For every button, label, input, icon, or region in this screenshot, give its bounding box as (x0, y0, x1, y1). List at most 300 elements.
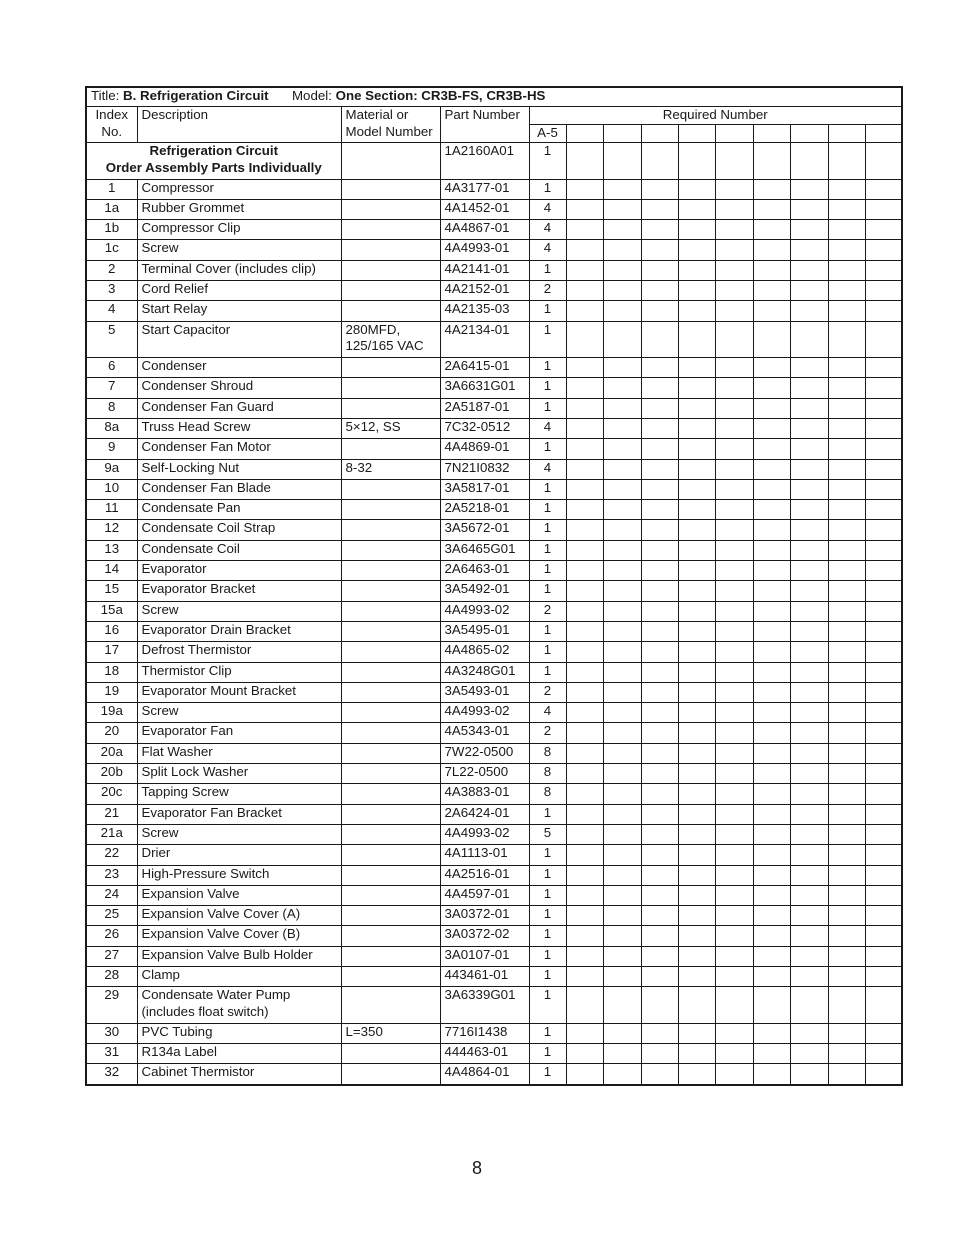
required-cell (603, 682, 641, 702)
required-cell (790, 540, 828, 560)
required-cell (753, 682, 790, 702)
index-cell: 20b (86, 764, 137, 784)
required-cell (828, 179, 865, 199)
description-cell: Condenser Fan Blade (137, 479, 341, 499)
required-cell (641, 682, 678, 702)
description-cell: R134a Label (137, 1044, 341, 1064)
required-cell (865, 885, 902, 905)
title-label: Title: (91, 88, 120, 103)
required-cell (641, 301, 678, 321)
part-number-cell: 7716I1438 (440, 1023, 529, 1043)
required-cell (715, 358, 753, 378)
material-cell (341, 1064, 440, 1085)
required-cell (828, 540, 865, 560)
required-cell (865, 824, 902, 844)
qty-cell: 1 (529, 561, 566, 581)
part-number-cell: 3A5817-01 (440, 479, 529, 499)
required-cell (790, 378, 828, 398)
required-cell (790, 220, 828, 240)
required-cell (753, 723, 790, 743)
part-number-cell: 7W22-0500 (440, 743, 529, 763)
required-cell (790, 1023, 828, 1043)
part-number-cell: 3A0372-02 (440, 926, 529, 946)
required-cell (753, 1064, 790, 1085)
required-cell (828, 321, 865, 358)
material-cell (341, 301, 440, 321)
required-cell (753, 845, 790, 865)
table-row (86, 199, 902, 219)
required-cell (641, 378, 678, 398)
required-cell (715, 500, 753, 520)
index-cell: 15 (86, 581, 137, 601)
required-cell (603, 260, 641, 280)
material-cell (341, 845, 440, 865)
required-cell (753, 703, 790, 723)
part-number-cell: 4A2135-03 (440, 301, 529, 321)
material-cell (341, 987, 440, 1024)
part-number-cell: 4A1452-01 (440, 199, 529, 219)
description-cell: Screw (137, 601, 341, 621)
required-cell (828, 581, 865, 601)
required-cell (753, 764, 790, 784)
required-cell (790, 439, 828, 459)
material-cell (341, 220, 440, 240)
required-cell (828, 601, 865, 621)
required-cell (603, 500, 641, 520)
description-cell (137, 987, 341, 1024)
required-cell (828, 966, 865, 986)
qty-cell: 4 (529, 418, 566, 438)
description-cell: Condenser (137, 358, 341, 378)
table-row (86, 865, 902, 885)
title-value: B. Refrigeration Circuit (123, 88, 269, 103)
required-cell (678, 561, 715, 581)
required-cell (566, 1044, 603, 1064)
material-cell (341, 885, 440, 905)
required-cell (678, 1023, 715, 1043)
required-cell (790, 885, 828, 905)
required-cell (828, 885, 865, 905)
required-cell (790, 642, 828, 662)
material-cell (341, 824, 440, 844)
required-cell (715, 987, 753, 1024)
required-cell (865, 966, 902, 986)
part-number-cell: 2A6424-01 (440, 804, 529, 824)
required-cell (678, 987, 715, 1024)
required-cell (678, 784, 715, 804)
table-row (86, 966, 902, 986)
required-cell (678, 1064, 715, 1085)
material-cell (341, 581, 440, 601)
required-cell (715, 439, 753, 459)
part-number-cell: 4A2516-01 (440, 865, 529, 885)
required-cell (678, 764, 715, 784)
required-cell (828, 824, 865, 844)
required-cell (753, 240, 790, 260)
material-cell (341, 642, 440, 662)
required-cell (603, 784, 641, 804)
required-cell (828, 764, 865, 784)
material-cell (341, 723, 440, 743)
part-number-cell: 4A4993-02 (440, 824, 529, 844)
header-part-number: Part Number (440, 107, 529, 143)
part-number-cell: 2A5218-01 (440, 500, 529, 520)
required-cell (790, 682, 828, 702)
required-cell (865, 703, 902, 723)
required-cell (566, 179, 603, 199)
required-cell (753, 804, 790, 824)
required-cell (828, 459, 865, 479)
material-cell (341, 865, 440, 885)
qty-cell: 1 (529, 987, 566, 1024)
required-cell (678, 743, 715, 763)
part-number-cell: 2A6463-01 (440, 561, 529, 581)
required-cell (641, 784, 678, 804)
index-cell: 7 (86, 378, 137, 398)
table-row (86, 280, 902, 300)
table-row (86, 662, 902, 682)
index-cell: 25 (86, 906, 137, 926)
required-cell (603, 301, 641, 321)
header-row-1 (86, 107, 902, 125)
part-number-cell: 2A6415-01 (440, 358, 529, 378)
index-cell: 20c (86, 784, 137, 804)
required-cell (603, 642, 641, 662)
material-cell (341, 520, 440, 540)
material-cell (341, 280, 440, 300)
qty-cell: 1 (529, 500, 566, 520)
required-cell (566, 520, 603, 540)
required-cell (828, 1044, 865, 1064)
required-cell (566, 743, 603, 763)
table-row (86, 439, 902, 459)
required-cell (566, 240, 603, 260)
required-cell (678, 926, 715, 946)
index-cell: 14 (86, 561, 137, 581)
required-cell (715, 1064, 753, 1085)
required-cell (641, 459, 678, 479)
qty-cell: 1 (529, 885, 566, 905)
required-cell (865, 179, 902, 199)
required-cell (715, 520, 753, 540)
required-cell (603, 179, 641, 199)
table-row (86, 500, 902, 520)
part-number-cell: 7L22-0500 (440, 764, 529, 784)
part-number-cell: 4A2152-01 (440, 280, 529, 300)
required-cell (566, 845, 603, 865)
required-cell (790, 301, 828, 321)
description-cell: Condenser Fan Motor (137, 439, 341, 459)
index-cell: 28 (86, 966, 137, 986)
model-label: Model: (291, 88, 332, 103)
required-cell (641, 662, 678, 682)
table-row (86, 743, 902, 763)
material-cell (341, 926, 440, 946)
required-cell (715, 784, 753, 804)
required-cell (603, 439, 641, 459)
part-number-cell: 3A6631G01 (440, 378, 529, 398)
qty-cell: 1 (529, 479, 566, 499)
qty-cell: 1 (529, 581, 566, 601)
table-row (86, 926, 902, 946)
part-number-cell: 4A2141-01 (440, 260, 529, 280)
required-cell (641, 439, 678, 459)
part-number-cell: 4A5343-01 (440, 723, 529, 743)
required-cell (566, 199, 603, 219)
required-cell (865, 479, 902, 499)
description-cell: Cord Relief (137, 280, 341, 300)
qty-cell: 1 (529, 845, 566, 865)
material-cell (341, 540, 440, 560)
description-cell: Condenser Shroud (137, 378, 341, 398)
part-number-cell: 3A5495-01 (440, 621, 529, 641)
required-cell (715, 479, 753, 499)
index-cell: 16 (86, 621, 137, 641)
table-row (86, 378, 902, 398)
required-cell (678, 398, 715, 418)
index-cell: 1c (86, 240, 137, 260)
required-cell (641, 398, 678, 418)
required-cell (715, 220, 753, 240)
required-cell (865, 561, 902, 581)
header-index (86, 107, 137, 143)
required-cell (790, 845, 828, 865)
required-cell (566, 865, 603, 885)
material-cell (341, 439, 440, 459)
description-cell: Split Lock Washer (137, 764, 341, 784)
required-cell (603, 621, 641, 641)
index-cell: 20 (86, 723, 137, 743)
material-cell (341, 703, 440, 723)
index-cell: 11 (86, 500, 137, 520)
part-number-cell: 4A3177-01 (440, 179, 529, 199)
required-cell (641, 824, 678, 844)
index-cell: 1a (86, 199, 137, 219)
required-cell (641, 865, 678, 885)
required-cell (790, 358, 828, 378)
required-cell (828, 260, 865, 280)
material-cell (341, 260, 440, 280)
required-cell (828, 358, 865, 378)
header-a5: A-5 (529, 125, 566, 143)
required-cell (828, 703, 865, 723)
required-cell (753, 439, 790, 459)
required-cell (603, 581, 641, 601)
required-cell (641, 885, 678, 905)
required-cell (790, 865, 828, 885)
qty-cell: 8 (529, 784, 566, 804)
required-cell (753, 885, 790, 905)
index-cell: 23 (86, 865, 137, 885)
table-row (86, 1064, 902, 1085)
qty-cell: 1 (529, 804, 566, 824)
required-cell (753, 378, 790, 398)
table-row (86, 824, 902, 844)
required-cell (790, 621, 828, 641)
table-row (86, 987, 902, 1024)
required-cell (566, 301, 603, 321)
required-cell (753, 260, 790, 280)
material-cell: L=350 (341, 1023, 440, 1043)
required-cell (603, 601, 641, 621)
assembly-line1: Refrigeration Circuit (149, 143, 279, 158)
description-cell: Screw (137, 824, 341, 844)
required-cell (678, 601, 715, 621)
required-cell (790, 662, 828, 682)
required-cell (678, 540, 715, 560)
required-cell (566, 1023, 603, 1043)
qty-cell: 1 (529, 540, 566, 560)
required-cell (603, 1023, 641, 1043)
required-cell (603, 1044, 641, 1064)
required-cell (603, 966, 641, 986)
table-row (86, 358, 902, 378)
index-cell: 18 (86, 662, 137, 682)
required-cell (865, 439, 902, 459)
material-cell (341, 784, 440, 804)
qty-cell: 4 (529, 240, 566, 260)
required-cell (790, 926, 828, 946)
material-cell: 8-32 (341, 459, 440, 479)
required-cell (828, 865, 865, 885)
required-cell (828, 926, 865, 946)
required-cell (678, 179, 715, 199)
description-cell: Expansion Valve (137, 885, 341, 905)
material-cell (341, 398, 440, 418)
qty-cell: 8 (529, 764, 566, 784)
required-cell (865, 260, 902, 280)
required-cell (790, 500, 828, 520)
description-cell: Evaporator (137, 561, 341, 581)
required-cell (603, 540, 641, 560)
required-cell (603, 824, 641, 844)
required-cell (678, 301, 715, 321)
index-cell: 4 (86, 301, 137, 321)
required-cell (715, 459, 753, 479)
required-cell (753, 500, 790, 520)
part-number-cell: 4A2134-01 (440, 321, 529, 358)
required-cell (865, 601, 902, 621)
required-cell (790, 743, 828, 763)
required-cell (641, 540, 678, 560)
part-number-cell: 4A4869-01 (440, 439, 529, 459)
required-cell (603, 378, 641, 398)
part-number-cell: 4A4864-01 (440, 1064, 529, 1085)
required-cell (715, 378, 753, 398)
qty-cell: 1 (529, 1044, 566, 1064)
required-cell (865, 418, 902, 438)
required-cell (753, 784, 790, 804)
required-cell (828, 398, 865, 418)
material-cell (341, 946, 440, 966)
required-cell (865, 906, 902, 926)
required-cell (865, 280, 902, 300)
assembly-row (86, 143, 902, 180)
required-cell (641, 260, 678, 280)
required-cell (715, 601, 753, 621)
required-cell (828, 479, 865, 499)
qty-cell: 2 (529, 682, 566, 702)
qty-cell: 1 (529, 520, 566, 540)
required-cell (828, 906, 865, 926)
table-row (86, 946, 902, 966)
material-cell (341, 601, 440, 621)
required-cell (753, 601, 790, 621)
required-cell (790, 601, 828, 621)
required-cell (715, 280, 753, 300)
required-cell (566, 561, 603, 581)
index-cell: 9a (86, 459, 137, 479)
table-row (86, 601, 902, 621)
required-cell (641, 601, 678, 621)
required-cell (865, 220, 902, 240)
required-cell (641, 703, 678, 723)
required-cell (790, 804, 828, 824)
table-row (86, 540, 902, 560)
required-cell (566, 682, 603, 702)
required-cell (566, 784, 603, 804)
required-cell (641, 1064, 678, 1085)
material-cell (341, 906, 440, 926)
required-cell (678, 824, 715, 844)
material-cell (341, 764, 440, 784)
required-cell (715, 682, 753, 702)
required-cell (678, 378, 715, 398)
required-cell (865, 240, 902, 260)
required-cell (603, 240, 641, 260)
required-cell (790, 520, 828, 540)
table-row (86, 260, 902, 280)
required-cell (566, 642, 603, 662)
required-cell (865, 926, 902, 946)
qty-cell: 1 (529, 301, 566, 321)
description-cell: Start Capacitor (137, 321, 341, 358)
table-row (86, 398, 902, 418)
required-cell (566, 378, 603, 398)
required-cell (641, 561, 678, 581)
table-row (86, 240, 902, 260)
material-cell (341, 179, 440, 199)
required-cell (566, 418, 603, 438)
description-cell: Cabinet Thermistor (137, 1064, 341, 1085)
qty-cell: 4 (529, 459, 566, 479)
required-cell (603, 804, 641, 824)
required-cell (790, 987, 828, 1024)
required-cell (603, 885, 641, 905)
part-number-cell: 443461-01 (440, 966, 529, 986)
required-cell (865, 743, 902, 763)
material-cell (341, 966, 440, 986)
required-cell (790, 1064, 828, 1085)
table-row (86, 784, 902, 804)
material-cell (341, 621, 440, 641)
table-row (86, 321, 902, 358)
required-cell (566, 459, 603, 479)
description-cell: Condenser Fan Guard (137, 398, 341, 418)
required-cell (753, 621, 790, 641)
required-cell (715, 398, 753, 418)
required-cell (603, 199, 641, 219)
required-cell (865, 321, 902, 358)
parts-table (85, 86, 903, 1086)
index-cell: 19a (86, 703, 137, 723)
material-cell (341, 561, 440, 581)
material-cell (341, 199, 440, 219)
index-cell: 17 (86, 642, 137, 662)
required-cell (828, 946, 865, 966)
required-cell (753, 280, 790, 300)
required-cell (678, 703, 715, 723)
